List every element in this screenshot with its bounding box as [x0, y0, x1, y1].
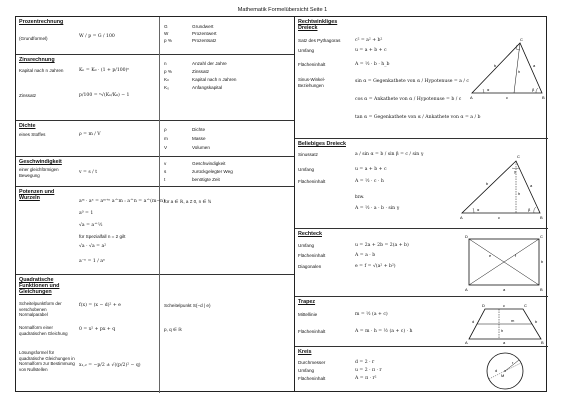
fig-label-beta: β [532, 87, 535, 92]
formula-note: Scheitelpunkt S(−d | e) [164, 303, 211, 308]
right-column [295, 17, 548, 391]
formula-label: Sinussatz [298, 152, 318, 157]
formula-row: √a · √a = a² [79, 244, 107, 249]
fig-label-C: C [517, 154, 520, 159]
legend-symbol: V [164, 145, 168, 150]
formula-label: Satz des Pythagoras [298, 38, 341, 43]
legend-text: Zinssatz [192, 69, 210, 74]
section-dichte [16, 121, 294, 157]
formula-tan: tan α = Gegenkathete von α / Ankathete von α = a / b [355, 115, 481, 120]
legend-text: zurückgelegter Weg [192, 169, 233, 174]
fig-label-e: e [489, 253, 492, 258]
formula-sinussatz: a / sin α = b / sin β = c / sin γ [355, 152, 424, 157]
section-beliebiges-dreieck [295, 139, 548, 229]
section-heading: Rechteck [298, 231, 322, 237]
section-kreis [295, 347, 548, 393]
formula-kapital: Kₙ = K₀ · (1 + p/100)ⁿ [79, 68, 130, 73]
fig-label-B: B [541, 340, 544, 345]
legend-text: Dichte [192, 127, 206, 132]
formula-label: Zinssatz [19, 93, 37, 98]
legend-symbol: v [164, 161, 167, 166]
formula-flaeche: A = π · r² [355, 376, 377, 381]
formula-label: einer gleichförmigen Bewegung [19, 167, 59, 178]
formula-flaeche: A = ½ · b · h_b [355, 62, 390, 67]
formula-mittellinie: m = ½ (a + c) [355, 312, 388, 317]
formula-dichte: ρ = m / V [79, 132, 101, 137]
section-heading: Kreis [298, 349, 312, 355]
section-heading: Dichte [19, 123, 36, 129]
formula-label: eines Stoffes [19, 132, 46, 137]
formula-row: aᵐ · aⁿ = aᵐ⁺ⁿ a^m : a^n = a^(m−n) [79, 199, 165, 204]
fig-label-b: b [486, 181, 489, 186]
section-heading: Potenzen und Wurzeln [19, 189, 55, 202]
formula-prozent: W / p = G / 100 [79, 34, 115, 39]
formula-note: bzw. [355, 194, 365, 199]
right-triangle-figure [470, 35, 548, 100]
section-heading: Rechtwinkliges Dreieck [298, 19, 338, 32]
formula-flaeche: A = a · b [355, 253, 376, 258]
fig-label-c: c [503, 303, 505, 308]
fig-label-alpha: α [477, 207, 480, 212]
legend-text: Volumen [192, 145, 210, 150]
left-column [16, 17, 295, 391]
fig-label-D: D [482, 303, 485, 308]
fig-label-B: B [540, 287, 543, 292]
formula-row: √a = a^½ [79, 223, 103, 228]
fig-label-r: r [512, 360, 514, 365]
legend-text: benötigte Zeit [192, 177, 220, 182]
general-triangle-figure [460, 151, 545, 221]
circle-figure [485, 351, 527, 391]
fig-label-C: C [520, 37, 523, 42]
fig-label-C: C [524, 303, 527, 308]
formula-row: a⁰ = 1 [79, 211, 94, 216]
formula-row: a⁻ⁿ = 1 / aⁿ [79, 259, 106, 264]
legend-symbol: t [164, 177, 166, 182]
section-geschwindigkeit [16, 157, 294, 187]
section-trapez [295, 297, 548, 347]
formula-umfang: u = a + b + c [355, 167, 387, 172]
formula-label: Sinus-Winkel-Beziehungen [298, 77, 326, 88]
fig-label-D: D [465, 234, 468, 239]
fig-label-a: a [533, 63, 536, 68]
formula-flaeche: A = ½ · c · h [355, 179, 384, 184]
fig-label-A: A [460, 215, 463, 220]
fig-label-m: m [511, 318, 515, 323]
section-heading: Quadratische Funktionen und Gleichungen [19, 277, 60, 296]
legend-text: Grundwert [192, 24, 214, 29]
section-heading: Zinsrechnung [19, 57, 55, 63]
section-quadratisch [16, 275, 294, 393]
formula-umfang: u = 2 · π · r [355, 368, 382, 373]
formula-label: Flächeninhalt [298, 62, 326, 67]
legend-symbol: Kₙ [164, 77, 169, 82]
formula-label: Umfang [298, 368, 315, 373]
legend-symbol: G [164, 24, 168, 29]
section-potenzen [16, 187, 294, 275]
fig-label-b: b [541, 259, 544, 264]
formula-geschwindigkeit: v = s / t [79, 170, 98, 175]
fig-label-d: d [495, 368, 498, 373]
formula-label: Flächeninhalt [298, 329, 326, 334]
fig-label-beta: β [528, 207, 531, 212]
formula-sheet [15, 16, 547, 392]
formula-pythagoras: c² = a² + b² [355, 38, 383, 43]
legend-text: Masse [192, 136, 206, 141]
formula-label: Durchmesser [298, 360, 326, 365]
fig-label-A: A [465, 340, 468, 345]
legend-text: Anfangskapital [192, 85, 223, 90]
fig-label-h: h [518, 191, 521, 196]
fig-label-d: d [472, 319, 475, 324]
trapezoid-figure [465, 301, 545, 345]
section-heading: Beliebiges Dreieck [298, 141, 346, 147]
formula-loesungsformel: x₁,₂ = −p/2 ± √((p/2)² − q) [79, 363, 141, 368]
fig-label-C: C [540, 234, 543, 239]
fig-label-alpha: α [487, 87, 490, 92]
section-prozentrechnung [16, 17, 294, 55]
section-heading: Geschwindigkeit [19, 159, 62, 165]
fig-label-c: c [498, 215, 500, 220]
formula-sin: sin α = Gegenkathete von α / Hypotenuse = a / c [355, 79, 469, 84]
formula-label: Flächeninhalt [298, 376, 326, 381]
fig-label-a: a [530, 183, 533, 188]
formula-label: Normalform einer quadratischen Gleichung [19, 325, 68, 336]
page-title: Mathematik Formelübersicht Seite 1 [237, 7, 328, 13]
section-zinsrechnung [16, 55, 294, 121]
fig-label-a: a [503, 340, 506, 345]
formula-label: Umfang [298, 167, 315, 172]
section-rechtwinkliges-dreieck [295, 17, 548, 139]
formula-flaeche-sin: A = ½ · a · b · sin γ [355, 206, 400, 211]
section-heading: Trapez [298, 299, 316, 305]
formula-label: Scheitelpunktform der verschobenen Normalparabel [19, 301, 62, 318]
section-subtitle: (Grundformel) [19, 36, 48, 41]
fig-label-f: f [515, 253, 517, 258]
legend-symbol: W [164, 31, 169, 36]
legend-text: Prozentwert [192, 31, 217, 36]
fig-label-A: A [470, 95, 473, 100]
fig-label-b: b [494, 63, 497, 68]
fig-label-B: B [540, 215, 543, 220]
fig-label-c: c [506, 95, 508, 100]
formula-normalform: 0 = x² + px + q [79, 327, 116, 332]
formula-label: Kapital nach n Jahren [19, 68, 64, 73]
formula-label: Umfang [298, 48, 315, 53]
fig-label-b: b [535, 319, 538, 324]
fig-label-h: h [501, 328, 504, 333]
formula-diagonale: e = f = √(a² + b²) [355, 264, 396, 269]
legend-symbol: n [164, 61, 167, 66]
formula-label: Flächeninhalt [298, 179, 326, 184]
formula-condition: für a ∈ ℝ, a ≠ 0, n ∈ ℕ [164, 199, 212, 204]
legend-text: Geschwindigkeit [192, 161, 226, 166]
legend-text: Kapital nach n Jahren [192, 77, 237, 82]
formula-note: für Spezialfall n = 2 gilt [79, 234, 126, 239]
section-rechteck [295, 229, 548, 297]
formula-flaeche: A = m · h = ½ (a + c) · h [355, 329, 413, 334]
legend-text: Prozentsatz [192, 38, 217, 43]
formula-label: Flächeninhalt [298, 253, 326, 258]
legend-symbol: m [164, 136, 168, 141]
fig-label-M: M [501, 373, 505, 378]
legend-symbol: s [164, 169, 167, 174]
fig-label-gamma: γ [514, 169, 516, 174]
legend-symbol: ρ [164, 127, 167, 132]
fig-label-a: a [503, 287, 506, 292]
formula-scheitelpunktform: f(x) = (x − d)² + e [79, 303, 121, 308]
fig-label-h: h [518, 69, 521, 74]
formula-zinssatz: p/100 = ⁿ√(Kₙ/K₀) − 1 [79, 93, 130, 98]
legend-symbol: p % [164, 38, 172, 43]
fig-label-B: B [542, 95, 545, 100]
rectangle-figure [465, 235, 545, 293]
formula-label: Lösungsformel für quadratische Gleichungen in Normalform zur Bestimmung von Nullstellen [19, 350, 75, 372]
formula-label: Mittellinie [298, 312, 318, 317]
fig-label-A: A [465, 287, 468, 292]
formula-label: Umfang [298, 243, 315, 248]
formula-label: Diagonalen [298, 264, 322, 269]
formula-umfang: u = a + b + c [355, 48, 387, 53]
legend-text: Anzahl der Jahre [192, 61, 227, 66]
legend-symbol: p % [164, 69, 172, 74]
legend-symbol: K₀ [164, 85, 169, 90]
section-heading: Prozentrechnung [19, 19, 64, 25]
formula-umfang: u = 2a + 2b = 2(a + b) [355, 243, 409, 248]
formula-cos: cos α = Ankathete von α / Hypotenuse = b / c [355, 97, 462, 102]
formula-note: p, q ∈ ℝ [164, 327, 182, 332]
formula-durchmesser: d = 2 · r [355, 360, 375, 365]
